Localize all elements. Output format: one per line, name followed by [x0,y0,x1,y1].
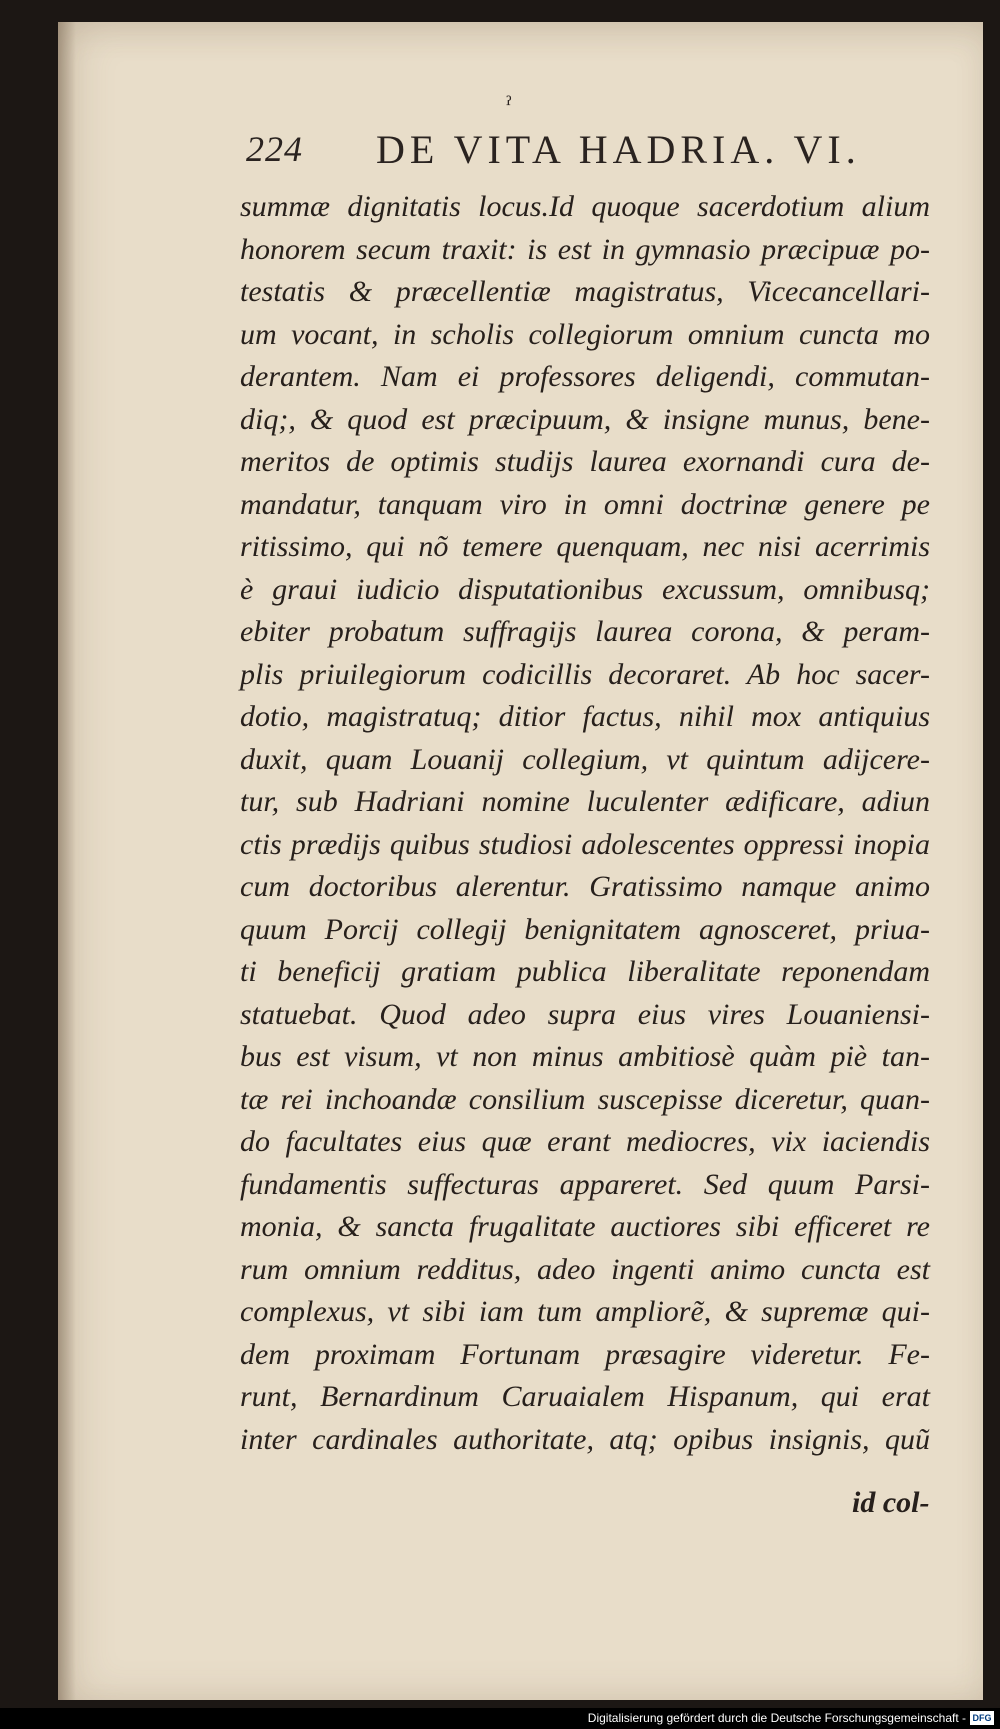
text-line: statuebat. Quod adeo supra eius vires Louaniensi- [240,997,930,1031]
text-line: complexus, vt sibi iam tum ampliorẽ, & supremæ qui- [240,1295,930,1328]
text-line: cum doctoribus alerentur. Gratissimo namque animo [240,870,930,903]
text-line: è graui iudicio disputationibus excussum, omnibusq; [240,572,930,606]
page-body-text [240,186,930,1461]
text-line: do facultates eius quæ erant mediocres, vix iaciendis [240,1125,930,1158]
funding-credit: Digitalisierung gefördert durch die Deutsche Forschungsgemeinschaft - [587,1711,966,1725]
text-line: summæ dignitatis locus.Id quoque sacerdotium alium [240,190,930,223]
digitization-footer [0,1708,1000,1729]
text-line: um vocant, in scholis collegiorum omnium cuncta mo [240,317,930,351]
page-header [246,118,906,178]
text-line: runt, Bernardinum Caruaialem Hispanum, qui erat [240,1380,930,1413]
text-line: tur, sub Hadriani nomine luculenter ædificare, adiun [240,785,930,818]
text-line: monia, & sancta frugalitate auctiores sibi efficeret re [240,1210,930,1243]
text-line: meritos de optimis studijs laurea exornandi cura de- [240,445,930,478]
printer-mark: ˀ [506,94,513,119]
text-line: quum Porcij collegij benignitatem agnosceret, priua- [240,912,930,946]
text-line: plis priuilegiorum codicillis decoraret. Ab hoc sacer- [240,657,930,691]
text-line: tæ rei inchoandæ consilium suscepisse diceretur, quan- [240,1082,930,1116]
text-line: ebiter probatum suffragijs laurea corona, & peram- [240,615,930,648]
dfg-logo: DFG [970,1711,994,1725]
text-line: dem proximam Fortunam præsagire videretur. Fe- [240,1337,930,1371]
text-line: duxit, quam Louanij collegium, vt quintum adijcere- [240,742,930,776]
text-line: ti beneficij gratiam publica liberalitate reponendam [240,955,930,988]
text-line: inter cardinales authoritate, atq; opibus insignis, quũ [240,1422,930,1456]
text-line: mandatur, tanquam viro in omni doctrinæ genere pe [240,487,930,521]
text-line: derantem. Nam ei professores deligendi, commutan- [240,360,930,393]
text-line: ritissimo, qui nõ temere quenquam, nec nisi acerrimis [240,530,930,563]
text-line: testatis & præcellentiæ magistratus, Vicecancellari- [240,275,930,308]
text-line: rum omnium redditus, adeo ingenti animo cuncta est [240,1252,930,1286]
page-number: 224 [246,129,303,169]
page-gutter-shadow [58,22,76,1700]
text-line: bus est visum, vt non minus ambitiosè quàm piè tan- [240,1040,930,1073]
text-line: ctis prædijs quibus studiosi adolescentes oppressi inopia [240,827,930,861]
text-line: honorem secum traxit: is est in gymnasio præcipuæ po- [240,232,930,266]
running-head: DE VITA HADRIA. VI. [376,127,861,172]
text-line: diq;, & quod est præcipuum, & insigne munus, bene- [240,402,930,436]
text-line: dotio, magistratuq; ditior factus, nihil mox antiquius [240,700,930,733]
catchword: id col- [852,1486,930,1519]
text-line: fundamentis suffecturas appareret. Sed quum Parsi- [240,1167,930,1201]
